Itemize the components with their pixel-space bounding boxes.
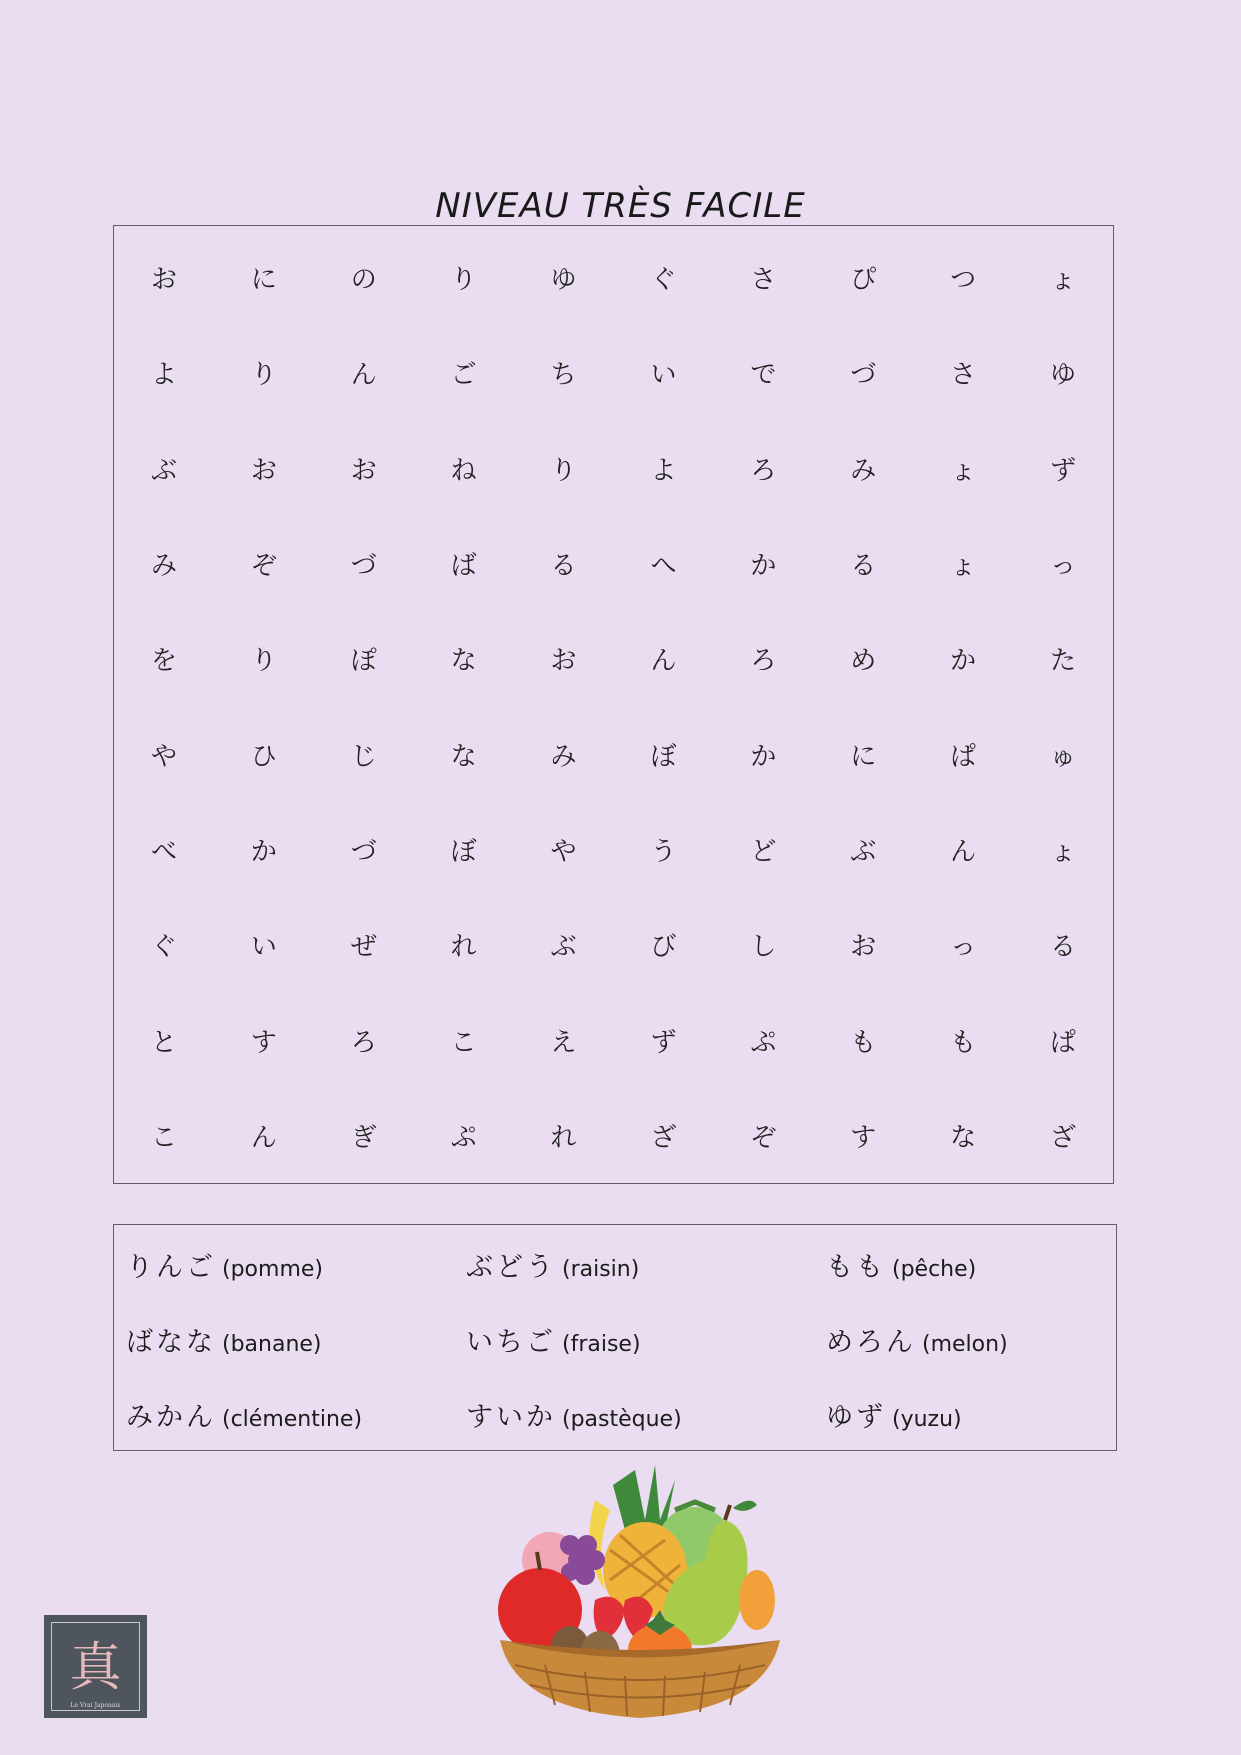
grid-cell[interactable]: に — [850, 741, 877, 772]
grid-cell[interactable]: れ — [550, 1122, 577, 1153]
word-french: (banane) — [222, 1332, 322, 1357]
word-french: (fraise) — [562, 1332, 641, 1357]
grid-cell[interactable]: ど — [750, 836, 777, 867]
grid-cell[interactable]: み — [150, 551, 177, 582]
grid-cell[interactable]: の — [350, 265, 377, 296]
grid-cell[interactable]: づ — [350, 836, 377, 867]
grid-cell[interactable]: り — [250, 360, 277, 391]
grid-cell[interactable]: お — [250, 455, 277, 486]
grid-cell[interactable]: か — [750, 741, 777, 772]
grid-cell[interactable]: し — [750, 932, 777, 963]
grid-cell[interactable]: ひ — [250, 741, 277, 772]
grid-cell[interactable]: か — [250, 836, 277, 867]
word-japanese: ゆず — [826, 1402, 886, 1433]
grid-cell[interactable]: み — [850, 455, 877, 486]
grid-cell[interactable]: ろ — [750, 646, 777, 677]
grid-cell[interactable]: み — [550, 741, 577, 772]
grid-cell[interactable]: ぜ — [350, 932, 377, 963]
grid-cell[interactable]: ぐ — [150, 932, 177, 963]
grid-cell[interactable]: ぞ — [750, 1122, 777, 1153]
grid-cell[interactable]: ょ — [1050, 265, 1077, 296]
grid-cell[interactable]: っ — [950, 932, 977, 963]
grid-cell[interactable]: さ — [750, 265, 777, 296]
word-japanese: みかん — [126, 1402, 216, 1433]
word-japanese: すいか — [466, 1402, 556, 1433]
word-french: (pêche) — [892, 1257, 977, 1282]
word-french: (pomme) — [222, 1257, 323, 1282]
grid-cell[interactable]: か — [750, 551, 777, 582]
grid-cell[interactable]: ね — [450, 455, 477, 486]
grid-cell[interactable]: ん — [250, 1122, 277, 1153]
grid-cell[interactable]: ぱ — [950, 741, 977, 772]
grid-cell[interactable]: ゆ — [1050, 360, 1077, 391]
word-list-item — [126, 1320, 322, 1359]
grid-cell[interactable]: も — [850, 1027, 877, 1058]
grid-cell[interactable]: ぱ — [1050, 1027, 1077, 1058]
grid-cell[interactable]: や — [150, 741, 177, 772]
grid-cell[interactable]: た — [1050, 646, 1077, 677]
word-list-item — [126, 1245, 323, 1284]
grid-cell[interactable]: ん — [350, 360, 377, 391]
grid-cell[interactable]: つ — [950, 265, 977, 296]
grid-cell[interactable]: る — [550, 551, 577, 582]
grid-cell[interactable]: ぶ — [850, 836, 877, 867]
grid-cell[interactable]: ろ — [750, 455, 777, 486]
grid-cell[interactable]: ち — [550, 360, 577, 391]
grid-cell[interactable]: こ — [450, 1027, 477, 1058]
word-japanese: めろん — [826, 1327, 916, 1358]
grid-cell[interactable]: ん — [650, 646, 677, 677]
word-japanese: もも — [826, 1252, 886, 1283]
grid-cell[interactable]: ゅ — [1050, 741, 1077, 772]
grid-cell[interactable]: ご — [450, 360, 477, 391]
grid-cell[interactable]: ざ — [1050, 1122, 1077, 1153]
grid-cell[interactable]: ぐ — [650, 265, 677, 296]
grid-cell[interactable]: よ — [150, 360, 177, 391]
grid-cell[interactable]: づ — [850, 360, 877, 391]
grid-cell[interactable]: を — [150, 646, 177, 677]
grid-cell[interactable]: ゆ — [550, 265, 577, 296]
grid-cell[interactable]: か — [950, 646, 977, 677]
word-search-grid — [113, 225, 1114, 1184]
fruit-basket-illustration — [495, 1460, 785, 1725]
grid-cell[interactable]: ょ — [950, 551, 977, 582]
word-list-item — [826, 1395, 962, 1434]
grid-cell[interactable]: こ — [150, 1122, 177, 1153]
grid-cell[interactable]: ぽ — [350, 646, 377, 677]
grid-cell[interactable]: ぼ — [450, 836, 477, 867]
grid-cell[interactable]: い — [650, 360, 677, 391]
grid-cell[interactable]: る — [1050, 932, 1077, 963]
grid-cell[interactable]: ろ — [350, 1027, 377, 1058]
grid-cell[interactable]: う — [650, 836, 677, 867]
grid-cell[interactable]: び — [650, 932, 677, 963]
grid-cell[interactable]: ざ — [650, 1122, 677, 1153]
word-japanese: りんご — [126, 1252, 216, 1283]
grid-cell[interactable]: ぴ — [850, 265, 877, 296]
word-list-item — [826, 1245, 976, 1284]
word-japanese: いちご — [466, 1327, 556, 1358]
word-french: (clémentine) — [222, 1407, 363, 1432]
word-french: (raisin) — [562, 1257, 640, 1282]
grid-cell[interactable]: ん — [950, 836, 977, 867]
word-list-item — [466, 1395, 682, 1434]
grid-cell[interactable]: に — [250, 265, 277, 296]
grid-cell[interactable]: お — [350, 455, 377, 486]
grid-cell[interactable]: な — [450, 646, 477, 677]
grid-cell[interactable]: べ — [150, 836, 177, 867]
word-list-item — [126, 1395, 362, 1434]
word-french: (pastèque) — [562, 1407, 682, 1432]
word-list — [113, 1224, 1117, 1451]
grid-cell[interactable]: れ — [450, 932, 477, 963]
grid-cell[interactable]: ぷ — [450, 1122, 477, 1153]
grid-cell[interactable]: ぷ — [750, 1027, 777, 1058]
grid-cell[interactable]: へ — [650, 551, 677, 582]
grid-cell[interactable]: と — [150, 1027, 177, 1058]
grid-cell[interactable]: ょ — [1050, 836, 1077, 867]
grid-cell[interactable]: ず — [650, 1027, 677, 1058]
word-japanese: ばなな — [126, 1327, 216, 1358]
grid-cell[interactable]: ょ — [950, 455, 977, 486]
grid-cell[interactable]: ぎ — [350, 1122, 377, 1153]
grid-cell[interactable]: す — [850, 1122, 877, 1153]
grid-cell[interactable]: さ — [950, 360, 977, 391]
grid-cell[interactable]: す — [250, 1027, 277, 1058]
grid-cell[interactable]: い — [250, 932, 277, 963]
grid-cell[interactable]: ぶ — [150, 455, 177, 486]
grid-cell[interactable]: や — [550, 836, 577, 867]
word-list-item — [466, 1320, 641, 1359]
grid-cell[interactable]: ぼ — [650, 741, 677, 772]
word-french: (melon) — [922, 1332, 1008, 1357]
grid-cell[interactable]: め — [850, 646, 877, 677]
grid-cell[interactable]: っ — [1050, 551, 1077, 582]
grid-cell[interactable]: り — [250, 646, 277, 677]
grid-cell[interactable]: お — [150, 265, 177, 296]
word-french: (yuzu) — [892, 1407, 962, 1432]
grid-cell[interactable]: で — [750, 360, 777, 391]
grid-cell[interactable]: づ — [350, 551, 377, 582]
logo-subtitle: Le Vrai Japonais — [70, 1702, 121, 1709]
grid-cell[interactable]: よ — [650, 455, 677, 486]
grid-cell[interactable]: お — [550, 646, 577, 677]
grid-cell[interactable]: ば — [450, 551, 477, 582]
word-list-item — [826, 1320, 1008, 1359]
grid-cell[interactable]: り — [550, 455, 577, 486]
logo — [44, 1615, 147, 1718]
grid-cell[interactable]: な — [950, 1122, 977, 1153]
grid-cell[interactable]: お — [850, 932, 877, 963]
grid-cell[interactable]: る — [850, 551, 877, 582]
grid-cell[interactable]: り — [450, 265, 477, 296]
grid-cell[interactable]: ず — [1050, 455, 1077, 486]
grid-cell[interactable]: も — [950, 1027, 977, 1058]
grid-cell[interactable]: ぞ — [250, 551, 277, 582]
logo-kanji: 真 — [69, 1638, 122, 1698]
grid-cell[interactable]: な — [450, 741, 477, 772]
grid-cell[interactable]: え — [550, 1027, 577, 1058]
word-japanese: ぶどう — [466, 1252, 556, 1283]
page-title: NIVEAU TRÈS FACILE — [435, 185, 806, 226]
grid-cell[interactable]: ぶ — [550, 932, 577, 963]
grid-cell[interactable]: じ — [350, 741, 377, 772]
word-list-item — [466, 1245, 639, 1284]
